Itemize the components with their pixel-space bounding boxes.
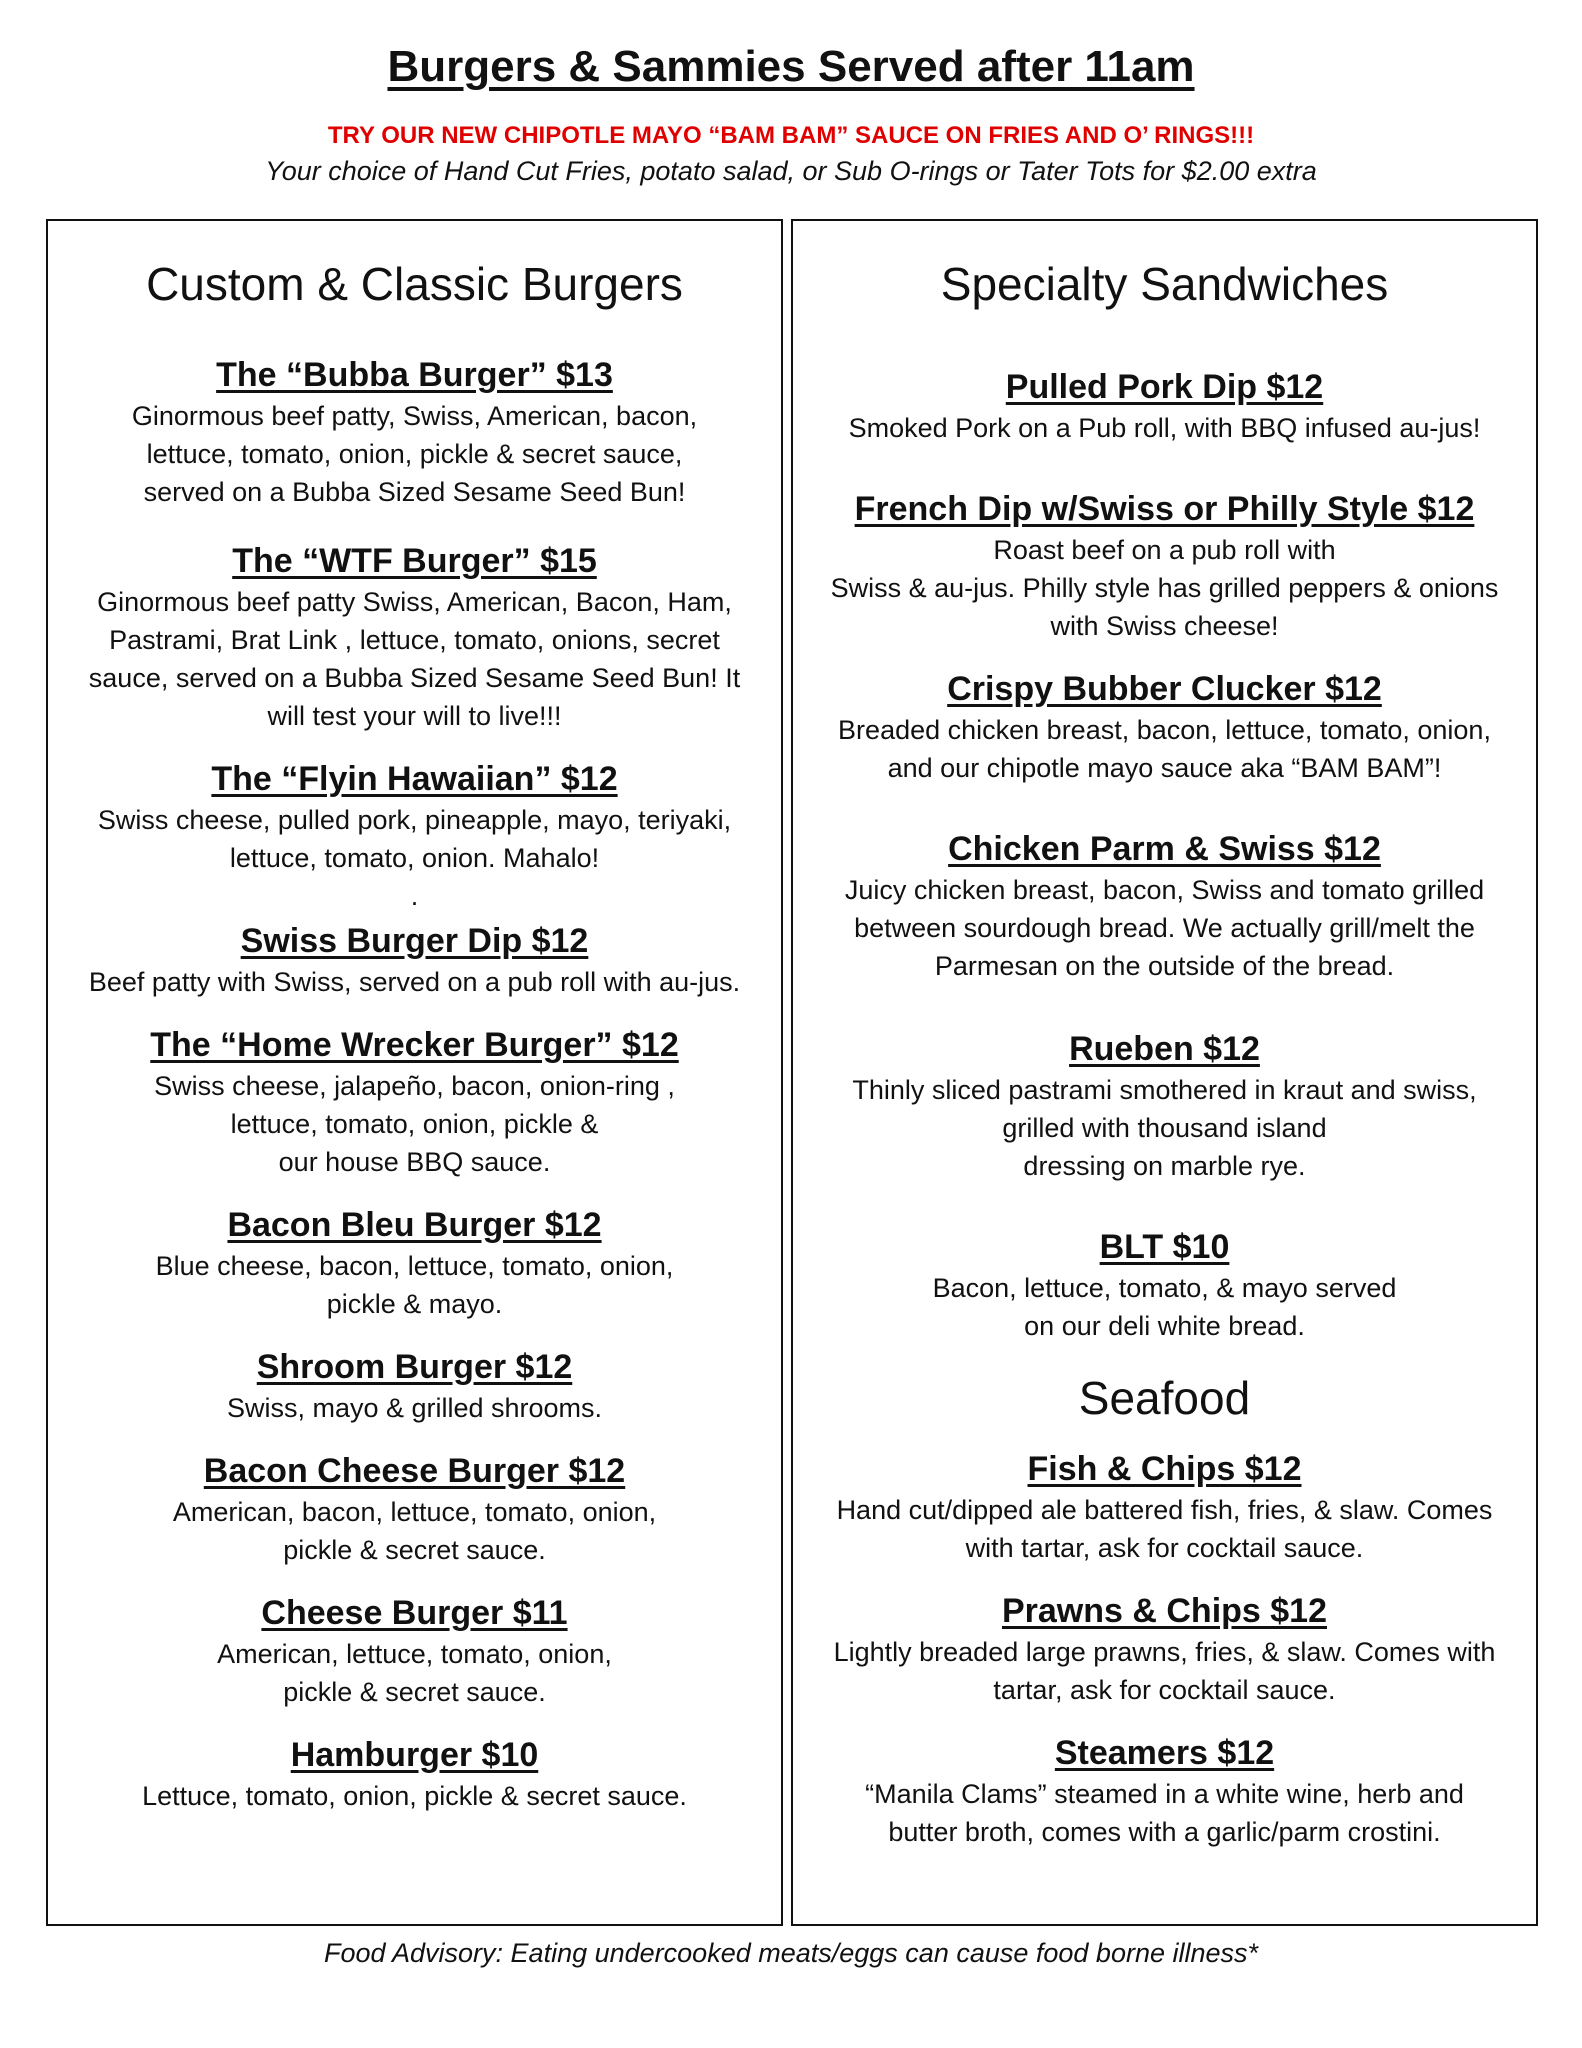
item-description: Blue cheese, bacon, lettuce, tomato, onion, pickle & mayo. bbox=[155, 1251, 674, 1319]
item-name: Fish & Chips $12 bbox=[1027, 1450, 1302, 1488]
item-name: BLT $10 bbox=[1099, 1228, 1230, 1266]
item-name: Rueben $12 bbox=[1069, 1030, 1260, 1068]
item-name: The “Bubba Burger” $13 bbox=[216, 356, 613, 394]
menu-item bbox=[48, 1025, 781, 1181]
food-advisory: Food Advisory: Eating undercooked meats/eggs can cause food borne illness* bbox=[323, 1938, 1259, 1968]
item-description: Swiss cheese, jalapeño, bacon, onion-ring , lettuce, tomato, onion, pickle & our house BBQ sauce. bbox=[154, 1071, 675, 1177]
menu-item bbox=[793, 1449, 1536, 1567]
seafood-heading: Seafood bbox=[1078, 1372, 1251, 1424]
item-name: Pulled Pork Dip $12 bbox=[1005, 368, 1324, 406]
menu-item bbox=[793, 1591, 1536, 1709]
item-name: The “Home Wrecker Burger” $12 bbox=[150, 1026, 679, 1064]
item-description: “Manila Clams” steamed in a white wine, herb and butter broth, comes with a garlic/parm crostini. bbox=[865, 1779, 1464, 1847]
menu-item bbox=[48, 759, 781, 915]
item-description: Juicy chicken breast, bacon, Swiss and tomato grilled between sourdough bread. We actually grill/melt the Parmesan on the outside of the bread. bbox=[844, 875, 1485, 981]
item-description: Bacon, lettuce, tomato, & mayo served on our deli white bread. bbox=[932, 1273, 1397, 1341]
item-name: Chicken Parm & Swiss $12 bbox=[948, 830, 1381, 868]
item-name: Hamburger $10 bbox=[290, 1736, 539, 1774]
item-name: Prawns & Chips $12 bbox=[1001, 1592, 1327, 1630]
item-description: Swiss, mayo & grilled shrooms. bbox=[226, 1393, 603, 1423]
menu-item bbox=[793, 489, 1536, 645]
menu-item bbox=[48, 541, 781, 735]
item-name: Bacon Bleu Burger $12 bbox=[227, 1206, 602, 1244]
sandwiches-panel bbox=[791, 219, 1538, 1926]
menu-item bbox=[48, 1347, 781, 1427]
item-name: The “Flyin Hawaiian” $12 bbox=[211, 760, 618, 798]
item-description: Lettuce, tomato, onion, pickle & secret sauce. bbox=[142, 1781, 687, 1811]
item-name: Bacon Cheese Burger $12 bbox=[203, 1452, 626, 1490]
burgers-panel bbox=[46, 219, 783, 1926]
sides-note: Your choice of Hand Cut Fries, potato salad, or Sub O-rings or Tater Tots for $2.00 extra bbox=[265, 156, 1317, 186]
item-description: Beef patty with Swiss, served on a pub roll with au-jus. bbox=[88, 967, 741, 997]
item-description: Lightly breaded large prawns, fries, & slaw. Comes with tartar, ask for cocktail sauce. bbox=[833, 1637, 1496, 1705]
menu-item bbox=[793, 1733, 1536, 1851]
menu-item bbox=[48, 921, 781, 1001]
item-name: Cheese Burger $11 bbox=[261, 1594, 568, 1632]
item-name: French Dip w/Swiss or Philly Style $12 bbox=[854, 490, 1475, 528]
menu-item bbox=[793, 1029, 1536, 1185]
item-name: Shroom Burger $12 bbox=[256, 1348, 573, 1386]
item-description: Breaded chicken breast, bacon, lettuce, tomato, onion, and our chipotle mayo sauce aka “BAM BAM”! bbox=[838, 715, 1491, 783]
sandwiches-heading: Specialty Sandwiches bbox=[940, 258, 1389, 310]
item-description: American, lettuce, tomato, onion, pickle & secret sauce. bbox=[217, 1639, 612, 1707]
menu-item bbox=[48, 355, 781, 511]
item-description: Ginormous beef patty, Swiss, American, bacon, lettuce, tomato, onion, pickle & secret sauce, served on a Bubba Sized Sesame Seed Bun! bbox=[131, 401, 698, 507]
burgers-heading: Custom & Classic Burgers bbox=[146, 258, 683, 310]
menu-item bbox=[793, 829, 1536, 985]
item-description: Roast beef on a pub roll with Swiss & au-jus. Philly style has grilled peppers & onions with Swiss cheese! bbox=[830, 535, 1499, 641]
menu-item bbox=[793, 367, 1536, 447]
item-name: Steamers $12 bbox=[1054, 1734, 1275, 1772]
promo-banner: TRY OUR NEW CHIPOTLE MAYO “BAM BAM” SAUCE ON FRIES AND O’ RINGS!!! bbox=[327, 122, 1255, 149]
menu-item bbox=[48, 1451, 781, 1569]
item-name: The “WTF Burger” $15 bbox=[232, 542, 597, 580]
menu-item bbox=[48, 1593, 781, 1711]
item-name: Swiss Burger Dip $12 bbox=[240, 922, 589, 960]
item-description: Ginormous beef patty Swiss, American, Bacon, Ham, Pastrami, Brat Link , lettuce, tomato, onions, secret sauce, served on a Bubba Sized Sesame Seed Bun! It will test your will to live!!! bbox=[88, 587, 741, 731]
item-description: Smoked Pork on a Pub roll, with BBQ infused au-jus! bbox=[848, 413, 1481, 443]
menu-title: Burgers & Sammies Served after 11am bbox=[387, 42, 1195, 91]
item-description: Hand cut/dipped ale battered fish, fries, & slaw. Comes with tartar, ask for cocktail sauce. bbox=[836, 1495, 1493, 1563]
item-name: Crispy Bubber Clucker $12 bbox=[947, 670, 1382, 708]
menu-item bbox=[793, 1227, 1536, 1345]
item-description: Swiss cheese, pulled pork, pineapple, mayo, teriyaki, lettuce, tomato, onion. Mahalo! . bbox=[97, 805, 732, 911]
menu-item bbox=[48, 1205, 781, 1323]
menu-item bbox=[48, 1735, 781, 1815]
item-description: American, bacon, lettuce, tomato, onion, pickle & secret sauce. bbox=[172, 1497, 657, 1565]
menu-item bbox=[793, 669, 1536, 787]
item-description: Thinly sliced pastrami smothered in kraut and swiss, grilled with thousand island dressing on marble rye. bbox=[852, 1075, 1477, 1181]
